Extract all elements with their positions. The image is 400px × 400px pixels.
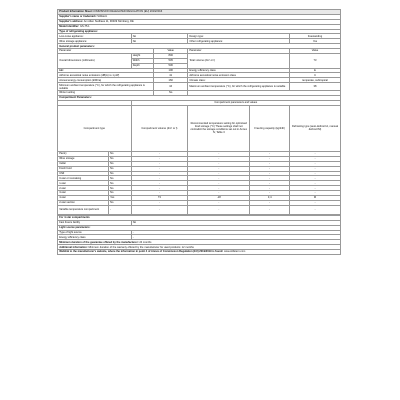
col-compartment-type: Compartment type <box>58 105 132 151</box>
winter-label: Winter setting <box>58 91 154 96</box>
compartment-freezing: - <box>250 191 290 196</box>
four-star-heading: For 4-star compartments <box>58 215 341 220</box>
compartment-type: Pantry <box>58 152 109 157</box>
compartment-temp: - <box>188 171 250 176</box>
compartment-type: 0-star or icemaking <box>58 176 109 181</box>
depth-label: Depth <box>131 63 154 68</box>
additional-info-value: Minimum duration of the warranty offered by the manufacturer for used products: 12 months <box>88 245 194 249</box>
compartment-temp: - <box>188 152 250 157</box>
compartment-temp: - <box>188 161 250 166</box>
col-value-left: Value <box>154 49 188 54</box>
fast-freeze-label: Fast freeze facility <box>58 220 132 225</box>
compartment-defrost: - <box>290 161 341 166</box>
info-table <box>57 9 341 152</box>
compartment-present: No <box>108 181 131 186</box>
compartment-group-header: Compartment parameters and values <box>131 100 340 105</box>
appliance-type-heading: Type of refrigerating appliance: <box>58 29 341 34</box>
compartment-temp: - <box>188 176 250 181</box>
dims-label: Overall dimensions (millimetre) <box>58 53 132 68</box>
width-value: 545 <box>154 58 188 63</box>
compartment-present: No <box>108 152 131 157</box>
compartment-freezing: - <box>250 186 290 191</box>
compartment-defrost: M <box>290 195 341 200</box>
compartment-temp: - <box>188 186 250 191</box>
height-label: Height <box>131 53 154 58</box>
design-type-label: Design type: <box>188 34 290 39</box>
light-type-value: - <box>131 230 340 235</box>
compartment-volume: - <box>131 181 188 186</box>
compartment-present: No <box>108 166 131 171</box>
supplier-name-value: Stillstern <box>97 15 108 19</box>
compartment-freezing: - <box>250 205 290 215</box>
weblink-label: Weblink to the manufacturer's website, where the information in point 4 of Annex of Commission Regulation (EU) 2019/2019 is found: <box>59 250 224 254</box>
compartment-temp: - <box>188 191 250 196</box>
noise-class-label: Airborne acoustical noise emission class <box>188 73 290 78</box>
compartment-temp: - <box>188 205 250 215</box>
max-temp-value: 38 <box>290 83 341 91</box>
compartment-freezing: 3,4 <box>250 195 290 200</box>
compartment-freezing: - <box>250 200 290 205</box>
compartment-defrost: - <box>290 205 341 215</box>
col-parameter-left: Parameter <box>58 49 154 54</box>
compartment-type: Fresh food <box>58 166 109 171</box>
compartment-type: 3-star <box>58 191 109 196</box>
product-information-sheet <box>57 9 341 255</box>
compartment-freezing: - <box>250 166 290 171</box>
depth-value: 530 <box>154 63 188 68</box>
compartment-type: 2-star section <box>58 200 109 205</box>
compartment-defrost: - <box>290 200 341 205</box>
compartment-type: Chill <box>58 171 109 176</box>
compartment-type: 1-star <box>58 181 109 186</box>
compartment-defrost: - <box>290 176 341 181</box>
compartment-defrost: - <box>290 156 341 161</box>
compartment-volume: - <box>131 176 188 181</box>
compartment-volume: - <box>131 152 188 157</box>
compartment-volume: - <box>131 200 188 205</box>
compartment-freezing: - <box>250 171 290 176</box>
compartment-row <box>58 205 341 215</box>
compartment-type: 2-star <box>58 186 109 191</box>
col-defrosting-type: Defrosting type (auto-defrost=A, manual defrost=M) <box>290 105 341 151</box>
compartment-present: No <box>108 186 131 191</box>
eei-value: 100 <box>154 68 188 73</box>
weblink-row <box>58 250 341 255</box>
compartment-defrost: - <box>290 181 341 186</box>
winter-value: No <box>154 91 188 96</box>
supplier-address-value: Am Alten Sudhaus 11, 90409 Nürnberg, DE <box>83 20 134 24</box>
col-recommended-temp: Recommended temperature setting for optimised food storage (°C) These settings shall not contradict the storage conditions set out in Annex IV, Table 3 <box>188 105 250 151</box>
compartment-freezing: - <box>250 161 290 166</box>
light-type-label: Type of light source <box>58 230 132 235</box>
compartment-present: No <box>108 161 131 166</box>
compartment-temp: - <box>188 156 250 161</box>
compartment-present: No <box>108 200 131 205</box>
footer-table <box>57 215 341 255</box>
compartment-defrost: - <box>290 191 341 196</box>
light-class-value: - <box>131 235 340 240</box>
compartment-type: 4-star <box>58 195 109 200</box>
noise-class-value: C <box>290 73 341 78</box>
title-label: Product Information Sheet <box>59 10 92 14</box>
compartment-present: No <box>108 191 131 196</box>
compartment-temp: - <box>188 200 250 205</box>
compartment-freezing: - <box>250 152 290 157</box>
ambient-temp-row <box>58 83 341 91</box>
min-temp-label: Minimum ambient temperature (°C), for which the refrigerating appliance is suitable <box>58 83 154 91</box>
fast-freeze-value: No <box>131 220 340 225</box>
light-class-label: Energy efficiency class <box>58 235 132 240</box>
total-volume-label: Total volume (dm³ or l) <box>188 53 290 68</box>
light-heading: Light source parameters: <box>58 225 341 230</box>
compartment-volume: - <box>131 166 188 171</box>
compartment-columns-row <box>58 105 341 151</box>
design-type-value: freestanding <box>290 34 341 39</box>
compartment-volume: - <box>131 186 188 191</box>
compartment-present: No <box>108 156 131 161</box>
compartment-rows-table <box>57 151 341 215</box>
weblink-value[interactable]: www.stillstern.com <box>223 250 246 254</box>
climate-value: temperate, subtropical <box>290 78 341 83</box>
compartment-defrost: - <box>290 152 341 157</box>
col-parameter-right: Parameter <box>188 49 290 54</box>
compartment-type: Wine storage <box>58 156 109 161</box>
general-heading: General product parameters: <box>58 44 341 49</box>
other-appliance-label: Other refrigerating appliance: <box>188 39 290 44</box>
compartment-volume: - <box>131 205 188 215</box>
compartment-defrost: - <box>290 166 341 171</box>
compartment-present: - <box>108 205 131 215</box>
col-compartment-volume: Compartment volume (dm³ or l) <box>131 105 188 151</box>
compartment-freezing: - <box>250 181 290 186</box>
guarantee-value: 24 months <box>139 240 152 244</box>
compartment-temp: - <box>188 166 250 171</box>
low-noise-label: Low-noise appliance: <box>58 34 132 39</box>
model-value: GS-75.1 <box>79 25 90 29</box>
compartment-volume: - <box>131 161 188 166</box>
compartment-freezing: - <box>250 176 290 181</box>
eei-label: EEI <box>58 68 154 73</box>
title-regulation: COMMISSION DELEGATED REGULATION (EU) 2019/2016 <box>92 10 163 14</box>
low-noise-value: No <box>131 34 188 39</box>
compartment-heading: Compartment Parameters: <box>58 95 341 100</box>
width-label: Width <box>131 58 154 63</box>
additional-info-label: Additional information: <box>59 245 88 249</box>
total-volume-value: 73 <box>290 53 341 68</box>
energy-class-value: E <box>290 68 341 73</box>
noise-value: 41 <box>154 73 188 78</box>
height-row <box>58 53 341 58</box>
compartment-type: Variable temperature compartment <box>58 205 109 215</box>
compartment-volume: - <box>131 191 188 196</box>
climate-label: Climate class: <box>188 78 290 83</box>
compartment-present: No <box>108 171 131 176</box>
annual-energy-label: Annual energy consumption (kWh/a) <box>58 78 154 83</box>
compartment-temp: - <box>188 181 250 186</box>
supplier-name-label: Supplier's name or trademark: <box>59 15 97 19</box>
wine-storage-value: No <box>131 39 188 44</box>
other-appliance-value: Yes <box>290 39 341 44</box>
compartment-temp: -18 <box>188 195 250 200</box>
compartment-volume: 73 <box>131 195 188 200</box>
compartment-defrost: - <box>290 171 341 176</box>
model-label: Model identifier: <box>59 25 80 29</box>
compartment-freezing: - <box>250 156 290 161</box>
compartment-rows <box>58 152 341 215</box>
compartment-defrost: - <box>290 186 341 191</box>
compartment-volume: - <box>131 156 188 161</box>
max-temp-label: Maximum ambient temperature (°C), for which the refrigerating appliance is suitable <box>188 83 290 91</box>
wine-storage-label: Wine storage appliance: <box>58 39 132 44</box>
compartment-present: No <box>108 176 131 181</box>
col-value-right: Value <box>290 49 341 54</box>
height-value: 846 <box>154 53 188 58</box>
col-freezing-capacity: Freezing capacity (kg/24h) <box>250 105 290 151</box>
min-temp-value: 16 <box>154 83 188 91</box>
compartment-volume: - <box>131 171 188 176</box>
noise-label: Airborne acoustical noise emissions (dB(A) re 1 pW) <box>58 73 154 78</box>
supplier-address-label: Supplier's address: <box>59 20 84 24</box>
guarantee-label: Minimum duration of the guarantee offered by the manufacturer: <box>59 240 139 244</box>
energy-class-label: Energy efficiency class <box>188 68 290 73</box>
compartment-type: Cellar <box>58 161 109 166</box>
compartment-present: Yes <box>108 195 131 200</box>
annual-energy-value: 160 <box>154 78 188 83</box>
